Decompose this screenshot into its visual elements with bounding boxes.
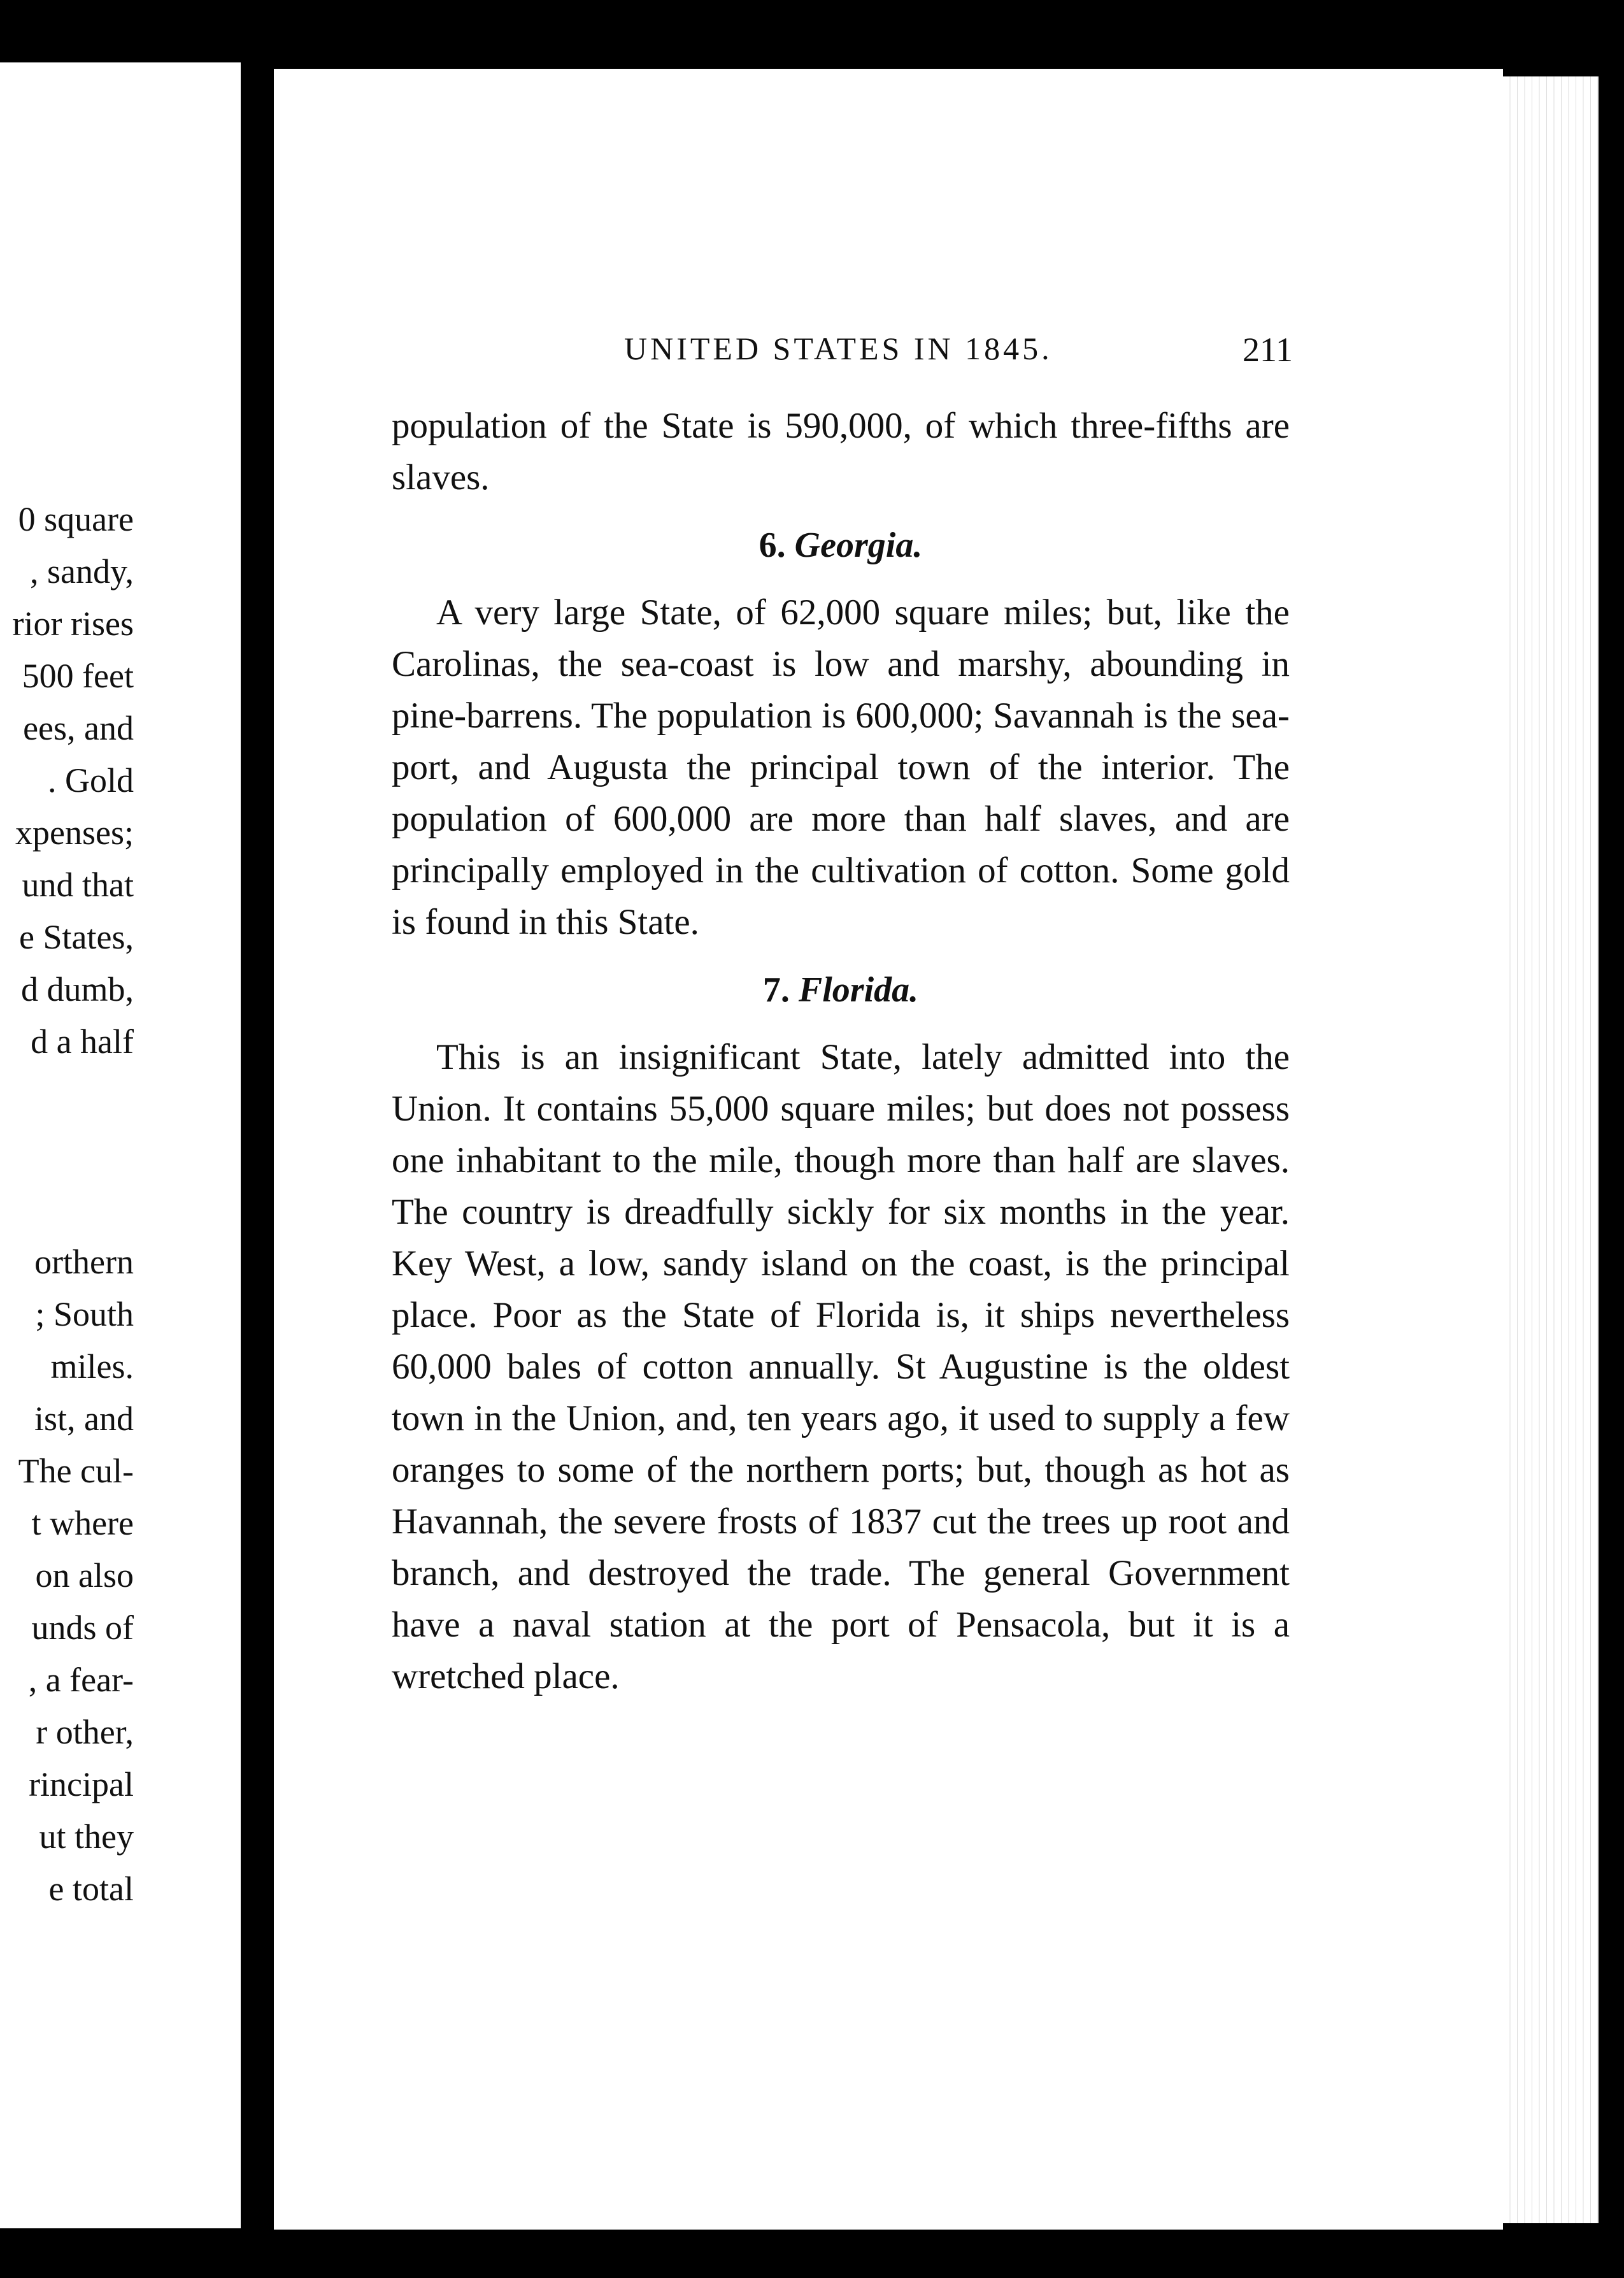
page-body bbox=[392, 400, 1290, 1702]
left-fragment-line: ist, and bbox=[34, 1400, 134, 1438]
previous-page-fragment bbox=[0, 62, 241, 2228]
left-fragment-line: rincipal bbox=[29, 1765, 134, 1803]
section-number: 6. bbox=[759, 526, 786, 565]
left-fragment-line: rior rises bbox=[12, 605, 134, 643]
continuation-paragraph: population of the State is 590,000, of which three-fifths are slaves. bbox=[392, 406, 1290, 498]
left-fragment-line: e States, bbox=[19, 918, 134, 956]
left-fragment-line: d dumb, bbox=[20, 970, 134, 1008]
left-fragment-line: miles. bbox=[50, 1347, 134, 1386]
left-fragment-line: , sandy, bbox=[30, 552, 134, 591]
left-fragment-line: ut they bbox=[39, 1817, 134, 1856]
section-title: Florida. bbox=[798, 970, 919, 1010]
left-fragment-line: , a fear- bbox=[28, 1661, 134, 1699]
left-fragment-line: e total bbox=[48, 1870, 134, 1908]
left-fragment-line: t where bbox=[31, 1504, 134, 1542]
section-number: 7. bbox=[762, 970, 790, 1010]
left-fragment-line: ees, and bbox=[23, 709, 134, 747]
left-fragment-line: . Gold bbox=[48, 761, 134, 799]
left-fragment-line: unds of bbox=[31, 1608, 134, 1647]
page-edges bbox=[1503, 76, 1599, 2223]
section-paragraph-georgia: A very large State, of 62,000 square miles; but, like the Carolinas, the sea-coast is low and marshy, abounding in pine-barrens. The population is 600,000; Savannah is the sea-port, and Augusta the principal town of the interior. The population of 600,000 are more than half slaves, and are principally employed in the cultivation of cotton. Some gold is found in this State. bbox=[392, 592, 1290, 942]
left-fragment-line: xpenses; bbox=[15, 813, 134, 852]
left-fragment-line: und that bbox=[22, 866, 134, 904]
left-fragment-line: 0 square bbox=[18, 500, 134, 538]
section-heading-florida bbox=[392, 948, 1290, 1031]
left-fragment-line: d a half bbox=[31, 1022, 134, 1061]
left-fragment-line: orthern bbox=[34, 1243, 134, 1281]
left-fragment-line: on also bbox=[35, 1556, 134, 1594]
left-fragment-line: 500 feet bbox=[22, 657, 134, 695]
section-heading-georgia bbox=[392, 503, 1290, 587]
left-fragment-line: ; South bbox=[35, 1295, 134, 1333]
section-paragraph-florida: This is an insignificant State, lately admitted into the Union. It contains 55,000 square miles; but does not possess one inhabitant to the mile, though more than half are slaves. The country is dreadfully sickly for six months in the year. Key West, a low, sandy island on the coast, is the principal place. Poor as the State of Florida is, it ships nevertheless 60,000 bales of cotton annually. St Augustine is the oldest town in the Union, and, ten years ago, it used to supply a few oranges to some of the northern ports; but, though as hot as Havannah, the severe frosts of 1837 cut the trees up root and branch, and destroyed the trade. The general Government have a naval station at the port of Pensacola, but it is a wretched place. bbox=[392, 1037, 1290, 1696]
section-title: Georgia. bbox=[794, 526, 923, 565]
page-number: 211 bbox=[1243, 331, 1293, 369]
book-gutter bbox=[241, 62, 274, 2228]
running-head: UNITED STATES IN 1845. bbox=[624, 331, 1053, 366]
left-fragment-line: r other, bbox=[36, 1713, 134, 1751]
page-header bbox=[344, 330, 1293, 375]
left-fragment-line: The cul- bbox=[18, 1452, 134, 1490]
